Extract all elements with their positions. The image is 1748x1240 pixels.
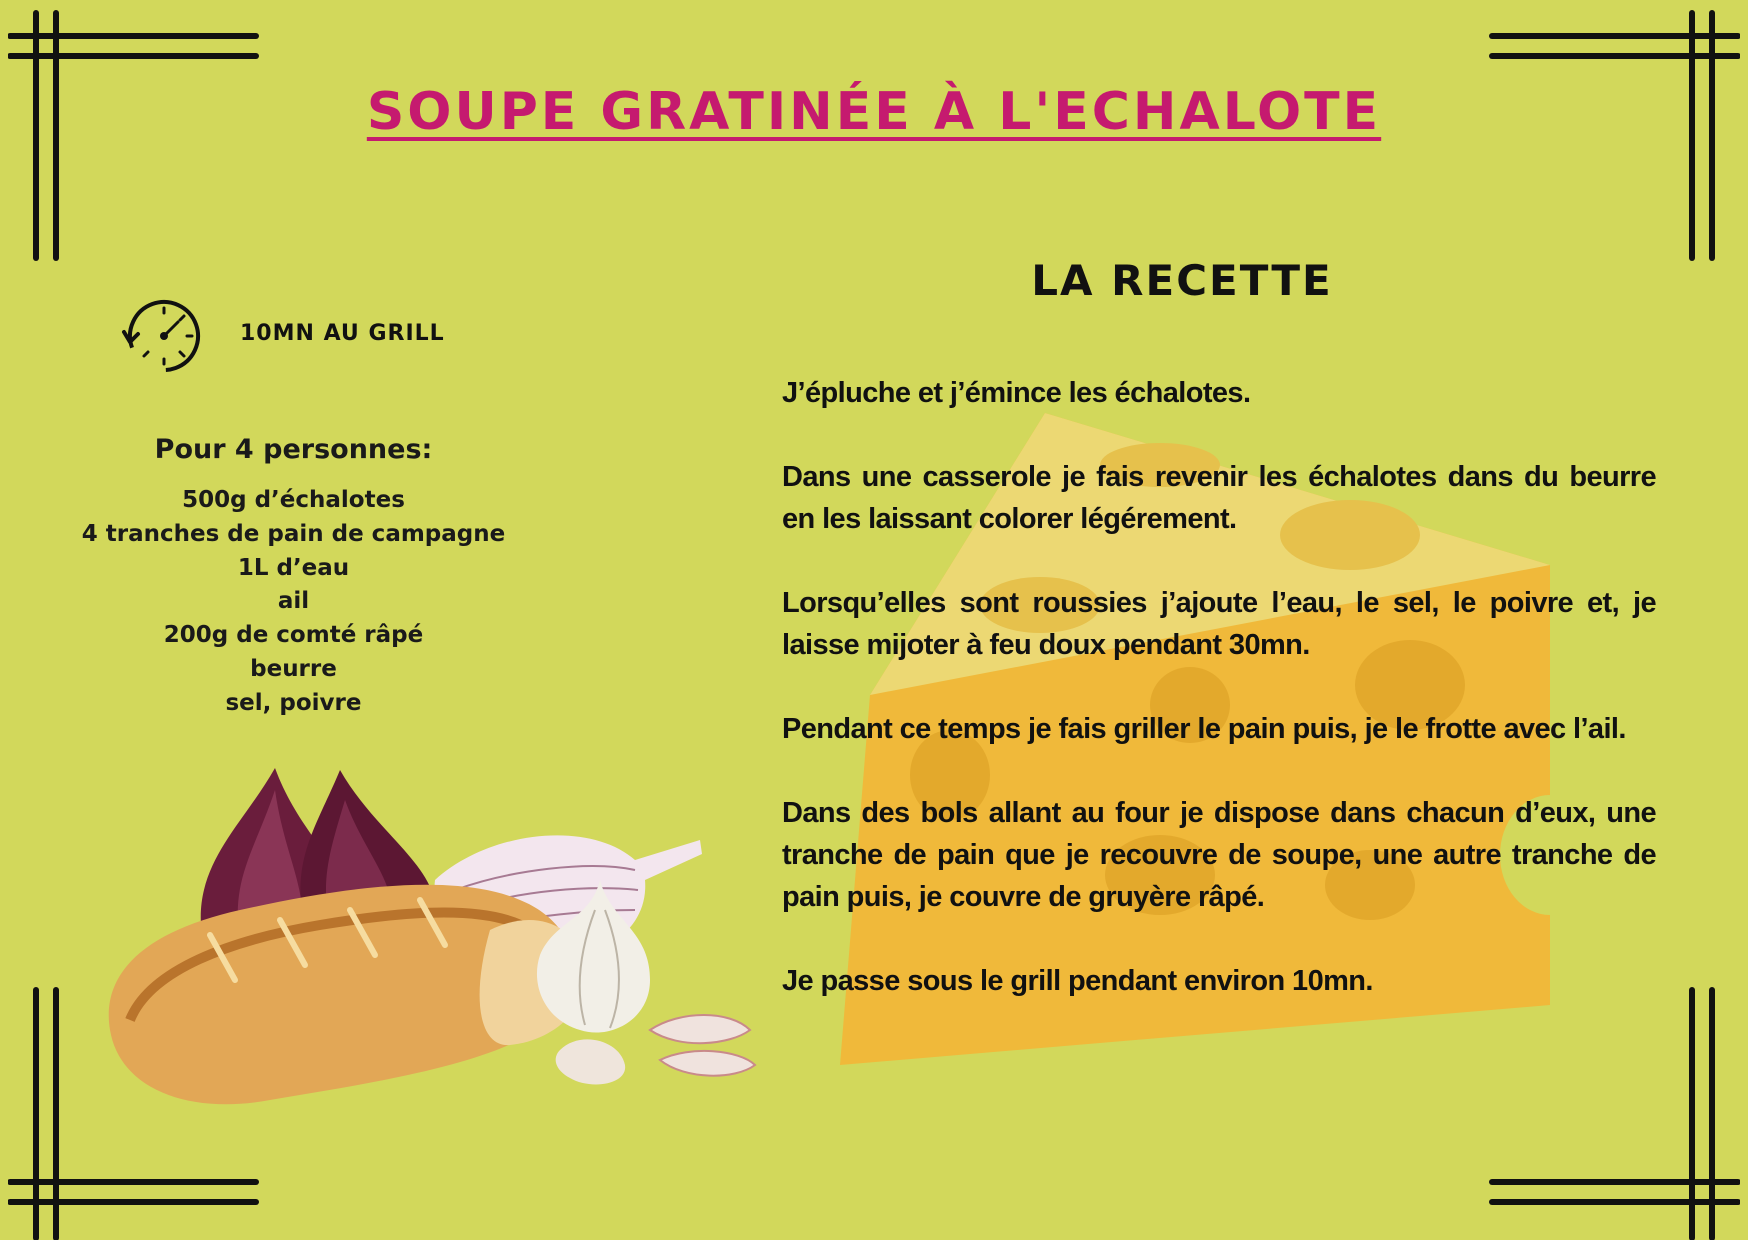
- recipe-title: SOUPE GRATINÉE À L'ECHALOTE: [366, 82, 1382, 142]
- recipe-step: Pendant ce temps je fais griller le pain puis, je le frotte avec l’ail.: [782, 713, 1626, 745]
- recipe-step: Dans des bols allant au four je dispose dans chacun d’eux, une tranche de pain que je recouvre de soupe, une autre tranche de pain puis, je couvre de gruyère râpé.: [782, 797, 1656, 913]
- ingredient-item: 4 tranches de pain de campagne: [81, 520, 506, 547]
- recipe-step: Dans une casserole je fais revenir les échalotes dans du beurre en les laissant colorer légérement.: [782, 461, 1656, 535]
- recipe-heading: LA RECETTE: [1031, 256, 1333, 305]
- ingredients-list: [60, 484, 527, 721]
- ingredient-item: ail: [277, 588, 310, 615]
- ingredient-item: sel, poivre: [225, 689, 362, 716]
- timer-label: 10MN AU GRILL: [240, 321, 445, 346]
- ingredient-item: 200g de comté râpé: [163, 622, 424, 649]
- ingredient-item: 1L d’eau: [237, 554, 350, 581]
- timer-icon: [120, 298, 204, 378]
- recipe-step: Lorsqu’elles sont roussies j’ajoute l’eau, le sel, le poivre et, je laisse mijoter à feu doux pendant 30mn.: [782, 587, 1656, 661]
- ingredient-item: beurre: [250, 655, 337, 682]
- shallots-bread-garlic-illustration: [90, 760, 830, 1180]
- recipe-step: J’épluche et j’émince les échalotes.: [782, 377, 1251, 409]
- ingredient-item: 500g d’échalotes: [182, 487, 405, 513]
- recipe-step: Je passe sous le grill pendant environ 10mn.: [782, 965, 1373, 997]
- ingredients-heading: Pour 4 personnes:: [154, 434, 433, 465]
- recipe-steps: [782, 372, 1656, 1044]
